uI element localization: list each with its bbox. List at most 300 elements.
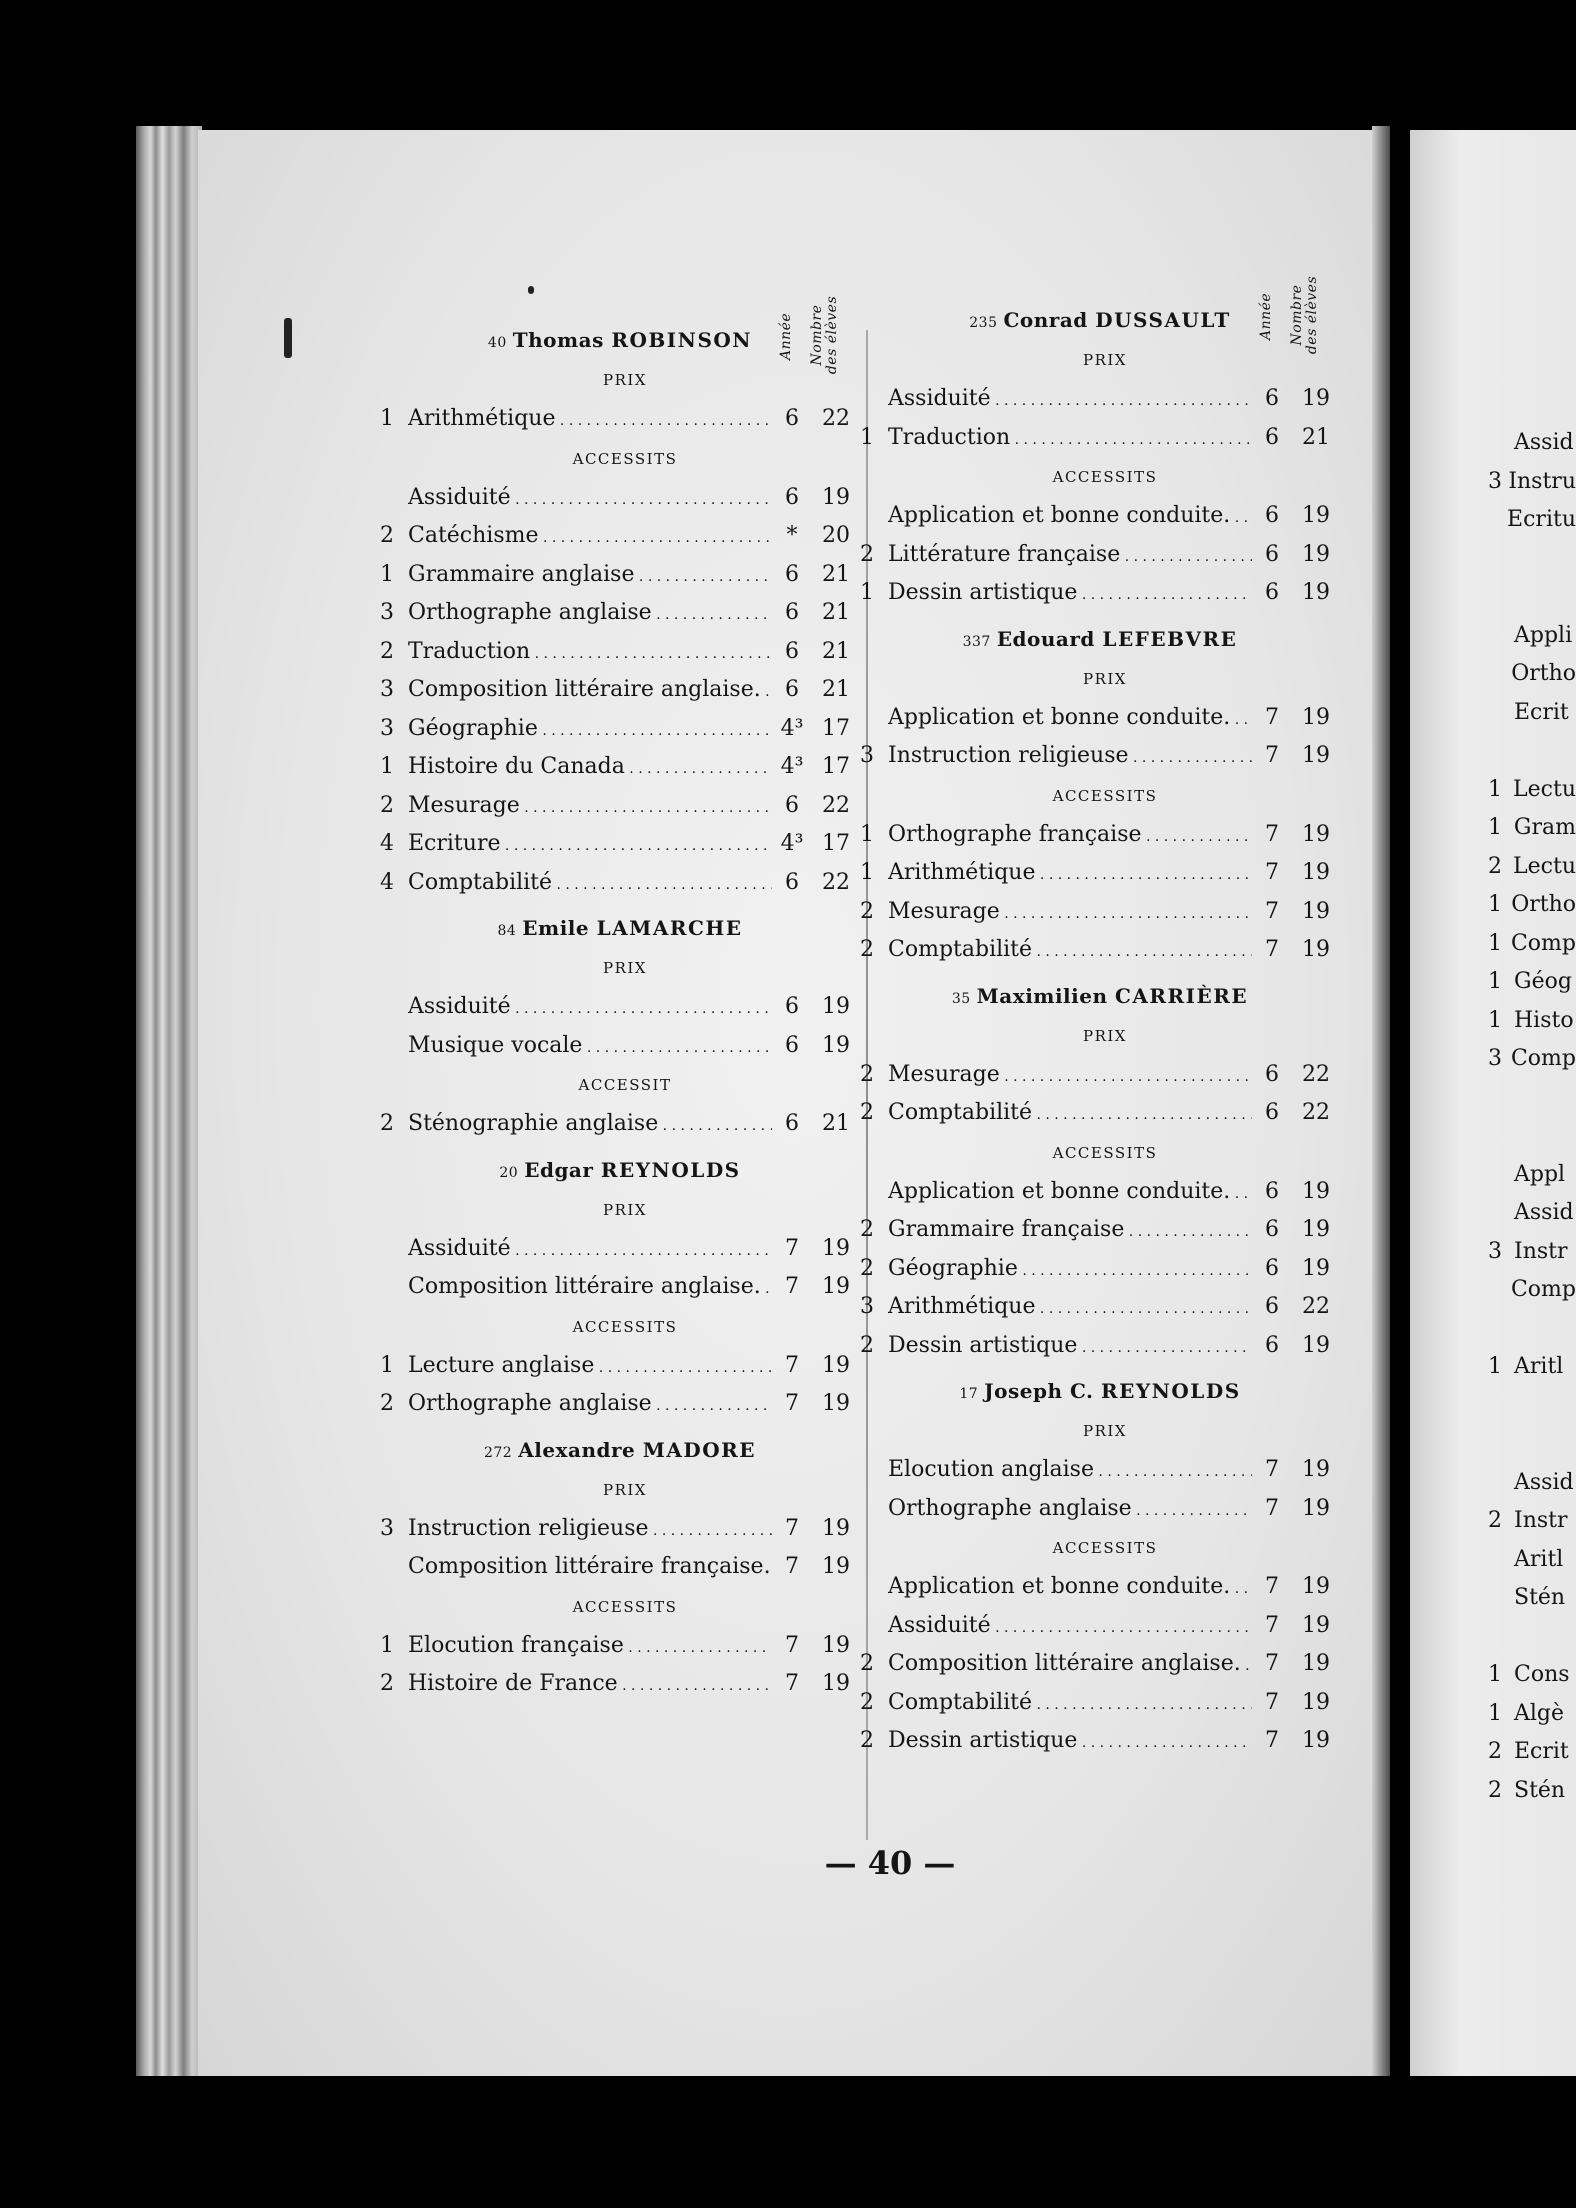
student-surname: DUSSAULT — [1095, 308, 1231, 332]
fragment-row — [1488, 578, 1576, 617]
award-count: 19 — [1302, 386, 1330, 411]
award-row — [860, 1645, 1340, 1684]
fragment-row — [1488, 1040, 1576, 1079]
award-year: 7 — [785, 1632, 799, 1658]
award-rank: 2 — [860, 1061, 874, 1087]
award-row — [380, 1627, 860, 1666]
award-count: 19 — [1302, 1728, 1330, 1753]
award-year: 6 — [785, 994, 799, 1019]
award-rank: 2 — [380, 523, 394, 548]
award-count: 19 — [822, 1274, 850, 1299]
student-number: 84 — [497, 923, 517, 939]
award-subject: Mesurage . . . — [888, 1056, 1252, 1097]
award-row — [860, 419, 1340, 458]
student-number: 337 — [962, 633, 991, 650]
award-row — [860, 536, 1340, 575]
award-row — [380, 1230, 860, 1269]
award-year: 7 — [1265, 821, 1279, 847]
award-subject: Musique vocale . . . — [408, 1027, 772, 1068]
fragment-row — [1488, 963, 1576, 1002]
fragment-row — [1488, 424, 1576, 463]
fragment-rank — [1488, 694, 1514, 733]
left-column — [380, 295, 860, 1710]
student-first-name: Conrad — [1003, 308, 1088, 332]
award-subject: Assiduité . . . — [888, 380, 1252, 421]
section-title: PRIX — [1083, 1026, 1127, 1045]
award-year: 6 — [1265, 1332, 1279, 1358]
award-count: 19 — [1302, 503, 1330, 528]
fragment-text: Ortho — [1511, 892, 1576, 917]
fragment-rank — [1488, 655, 1511, 694]
fragment-row — [1488, 771, 1576, 810]
spine-shadow — [1372, 126, 1390, 2076]
fragment-row — [1488, 694, 1576, 733]
student-surname: REYNOLDS — [1100, 1379, 1241, 1403]
fragment-rank — [1488, 1194, 1514, 1233]
student-surname: REYNOLDS — [600, 1157, 741, 1182]
student-name — [380, 1150, 860, 1190]
fragment-rank: 1 — [1488, 1700, 1502, 1726]
award-subject: Mesurage . . . — [888, 893, 1252, 934]
award-subject: Mesurage . . . — [408, 787, 772, 828]
fragment-row — [1488, 1695, 1576, 1734]
award-year: 4³ — [780, 715, 804, 741]
award-count: 22 — [822, 406, 850, 431]
award-count: 19 — [822, 1632, 850, 1658]
award-subject: Ecriture . . . — [408, 825, 772, 866]
award-row — [380, 400, 860, 439]
fragment-row — [1488, 1117, 1576, 1156]
fragment-rank — [1488, 1156, 1514, 1195]
award-rank: 3 — [380, 1515, 394, 1541]
award-row — [860, 1568, 1340, 1607]
fragment-row — [1488, 848, 1576, 887]
fragment-text: Aritl — [1514, 1354, 1564, 1379]
award-count: 19 — [1302, 821, 1330, 847]
fragment-text: Assid — [1514, 430, 1574, 455]
award-count: 22 — [822, 869, 850, 895]
fragment-rank: 1 — [1488, 1007, 1502, 1033]
fragment-rank — [1488, 578, 1514, 617]
award-subject: Arithmétique . . . — [888, 1288, 1252, 1329]
award-subject: Grammaire anglaise . . . — [408, 556, 772, 597]
next-page-fragments — [1488, 424, 1576, 1810]
award-subject: Instruction religieuse . . . — [888, 737, 1252, 778]
fragment-text: Stén — [1514, 1585, 1566, 1610]
award-year: 4³ — [780, 831, 804, 856]
award-count: 19 — [822, 1235, 850, 1261]
fragment-row — [1488, 1387, 1576, 1426]
award-count: 19 — [1302, 704, 1330, 730]
award-row — [380, 479, 860, 518]
award-year: 7 — [785, 1671, 799, 1696]
award-year: 6 — [1265, 1100, 1279, 1125]
fragment-row — [1488, 540, 1576, 579]
fragment-text: Aritl — [1514, 1546, 1564, 1572]
award-row — [380, 633, 860, 672]
award-year: 7 — [1265, 1457, 1279, 1482]
award-year: 6 — [785, 1032, 799, 1058]
award-count: 19 — [822, 1554, 850, 1579]
award-count: 19 — [1302, 1495, 1330, 1521]
award-year: 7 — [785, 1554, 799, 1579]
fragment-text: Lectu — [1513, 853, 1576, 879]
fragment-rank — [1488, 1387, 1514, 1426]
award-subject: Littérature française . . . — [888, 536, 1252, 577]
award-subject: Comptabilité . . . — [408, 864, 772, 905]
fragment-rank: 1 — [1488, 1354, 1502, 1379]
award-count: 21 — [822, 677, 850, 702]
fragment-text: Comp — [1510, 930, 1576, 956]
award-year: 7 — [1265, 937, 1279, 962]
fragment-rank — [1488, 1579, 1514, 1618]
award-rank: 3 — [380, 677, 394, 702]
award-year: 7 — [1265, 1612, 1279, 1638]
award-subject: Application et bonne conduite. . . . — [888, 497, 1252, 538]
award-year: 6 — [785, 561, 799, 587]
award-row — [860, 699, 1340, 738]
award-year: 6 — [785, 1111, 799, 1136]
award-rank: 2 — [380, 1391, 394, 1416]
fragment-text: Instr — [1514, 1238, 1568, 1264]
award-rank: 2 — [380, 1671, 394, 1696]
award-year: 7 — [785, 1235, 799, 1261]
fragment-row — [1488, 809, 1576, 848]
award-subject: Application et bonne conduite. . . . — [888, 1568, 1252, 1609]
student-entry — [380, 908, 860, 1150]
award-count: 22 — [1302, 1294, 1330, 1319]
fragment-text: Stén — [1514, 1777, 1566, 1803]
award-subject: Géographie . . . — [408, 710, 772, 751]
fragment-rank: 2 — [1488, 1739, 1502, 1764]
student-name — [860, 1371, 1340, 1411]
award-year: 6 — [785, 406, 799, 431]
award-count: 19 — [1302, 580, 1330, 605]
award-rank: 1 — [380, 406, 394, 431]
award-count: 17 — [822, 831, 850, 856]
award-year: 6 — [1265, 424, 1279, 450]
award-rank: 2 — [380, 638, 394, 664]
award-row — [860, 574, 1340, 613]
award-subject: Orthographe anglaise . . . — [408, 594, 772, 635]
award-count: 19 — [1302, 1574, 1330, 1599]
award-rank: 2 — [860, 1728, 874, 1753]
fragment-row — [1488, 732, 1576, 771]
fragment-text: Ortho — [1511, 661, 1576, 686]
award-count: 19 — [822, 994, 850, 1019]
award-row — [860, 737, 1340, 776]
section-title: ACCESSITS — [1052, 1143, 1158, 1162]
student-entry — [860, 619, 1340, 976]
award-subject: Composition littéraire française. . . . — [408, 1548, 772, 1589]
award-rank: 2 — [860, 541, 874, 567]
award-count: 22 — [822, 792, 850, 818]
fragment-text: Appl — [1514, 1161, 1566, 1187]
award-rank: 2 — [860, 1217, 874, 1242]
fragment-row — [1488, 617, 1576, 656]
section-title: ACCESSITS — [572, 449, 678, 468]
award-count: 19 — [822, 1515, 850, 1541]
student-entry — [380, 1430, 860, 1710]
award-year: 6 — [785, 600, 799, 625]
award-count: 19 — [822, 1391, 850, 1416]
award-year: 7 — [1265, 743, 1279, 768]
award-row — [860, 1211, 1340, 1250]
student-number: 235 — [969, 315, 998, 331]
award-count: 17 — [822, 754, 850, 779]
award-rank: 1 — [380, 1352, 394, 1378]
page-stack-edges — [136, 126, 202, 2076]
fragment-rank — [1488, 732, 1514, 771]
fragment-row — [1488, 1464, 1576, 1503]
award-subject: Orthographe française . . . — [888, 816, 1252, 857]
award-row — [380, 748, 860, 787]
fragment-rank: 1 — [1488, 815, 1502, 840]
fragment-rank — [1488, 617, 1514, 656]
fragment-row — [1488, 1156, 1576, 1195]
award-count: 22 — [1302, 1100, 1330, 1125]
award-year: 6 — [1265, 1255, 1279, 1281]
award-subject: Assiduité . . . — [408, 988, 772, 1029]
student-entry — [860, 275, 1340, 619]
award-count: 19 — [1302, 1217, 1330, 1242]
student-first-name: Joseph C. — [984, 1379, 1094, 1403]
award-subject: Orthographe anglaise . . . — [408, 1385, 772, 1426]
award-subject: Comptabilité . . . — [888, 1684, 1252, 1725]
award-year: 6 — [785, 484, 799, 510]
award-subject: Assiduité . . . — [888, 1607, 1252, 1648]
fragment-row — [1488, 1772, 1576, 1811]
award-subject: Assiduité . . . — [408, 1230, 772, 1271]
fragment-rank — [1488, 1079, 1514, 1118]
award-subject: Application et bonne conduite. . . . — [888, 1173, 1252, 1214]
award-count: 19 — [1302, 1651, 1330, 1676]
fragment-rank: 1 — [1488, 1662, 1502, 1687]
award-row — [380, 517, 860, 556]
student-name — [860, 275, 1340, 355]
fragment-rank — [1488, 1117, 1514, 1156]
fragment-row — [1488, 1002, 1576, 1041]
award-rank: 3 — [380, 600, 394, 625]
fragment-text: Histo — [1514, 1007, 1574, 1033]
award-subject: Composition littéraire anglaise. . . . — [888, 1645, 1252, 1686]
right-column — [860, 275, 1340, 1767]
award-year: 6 — [1265, 1061, 1279, 1087]
fragment-row — [1488, 1502, 1576, 1541]
award-count: 19 — [1302, 1612, 1330, 1638]
student-number: 272 — [483, 1444, 513, 1461]
award-subject: Dessin artistique . . . — [888, 1327, 1252, 1368]
student-name — [860, 976, 1340, 1016]
award-row — [860, 816, 1340, 855]
award-row — [860, 1451, 1340, 1490]
award-year: 4³ — [780, 754, 804, 779]
fragment-text: Algè — [1514, 1700, 1565, 1726]
fragment-row — [1488, 1579, 1576, 1618]
fragment-text: Lectu — [1513, 776, 1576, 802]
award-year: 6 — [1265, 1294, 1279, 1319]
award-subject: Grammaire française . . . — [888, 1211, 1252, 1252]
award-count: 19 — [1302, 1332, 1330, 1358]
award-row — [860, 1173, 1340, 1212]
award-count: 19 — [822, 1671, 850, 1696]
award-row — [380, 988, 860, 1027]
award-year: 7 — [785, 1352, 799, 1378]
fragment-text: Comp — [1510, 1046, 1576, 1071]
award-count: 19 — [1302, 1689, 1330, 1715]
ink-mark — [284, 318, 292, 358]
award-year: 7 — [1265, 860, 1279, 885]
fragment-rank: 2 — [1488, 1508, 1502, 1533]
award-year: 7 — [1265, 1689, 1279, 1715]
award-rank: 1 — [860, 821, 874, 847]
student-number: 40 — [487, 335, 507, 351]
award-year: 6 — [1265, 541, 1279, 567]
student-entry — [860, 1371, 1340, 1767]
award-rank: 1 — [380, 1632, 394, 1658]
fragment-rank: 1 — [1488, 930, 1502, 956]
fragment-row — [1488, 1618, 1576, 1657]
fragment-rank: 3 — [1488, 1238, 1502, 1264]
fragment-rank — [1488, 1464, 1514, 1503]
fragment-rank — [1488, 501, 1507, 540]
award-subject: Traduction . . . — [408, 633, 772, 674]
section-title: PRIX — [603, 371, 647, 389]
award-row — [860, 1607, 1340, 1646]
award-subject: Dessin artistique . . . — [888, 1722, 1252, 1763]
award-count: 19 — [1302, 1255, 1330, 1281]
award-subject: Elocution anglaise . . . — [888, 1451, 1252, 1492]
award-count: 19 — [1302, 743, 1330, 768]
fragment-text: Cons — [1514, 1662, 1570, 1687]
award-rank: 2 — [380, 792, 394, 818]
fragment-text: Assid — [1514, 1200, 1574, 1225]
award-row — [860, 1250, 1340, 1289]
award-rank: 4 — [380, 869, 394, 895]
award-row — [380, 1510, 860, 1549]
fragment-text: Gram — [1513, 815, 1576, 840]
award-subject: Composition littéraire anglaise. . . . — [408, 671, 772, 712]
fragment-text: Ecritu — [1507, 507, 1576, 532]
section-title: ACCESSITS — [572, 1317, 678, 1336]
award-year: 7 — [1265, 704, 1279, 730]
header-count: Nombre des élèves — [1289, 275, 1320, 355]
award-count: 22 — [1302, 1061, 1330, 1087]
award-row — [380, 864, 860, 903]
award-subject: Arithmétique . . . — [408, 400, 772, 441]
award-year: 7 — [1265, 1574, 1279, 1599]
column-headers — [1250, 274, 1340, 364]
award-rank: 3 — [380, 715, 394, 741]
award-rank: 1 — [860, 580, 874, 605]
student-name — [380, 908, 860, 948]
award-rank: 1 — [860, 860, 874, 885]
award-rank: 2 — [860, 898, 874, 924]
award-row — [860, 893, 1340, 932]
award-subject: Assiduité . . . — [408, 479, 772, 520]
award-year: 6 — [785, 677, 799, 702]
award-year: * — [786, 523, 798, 548]
award-count: 20 — [822, 523, 850, 548]
award-count: 19 — [1302, 541, 1330, 567]
award-count: 19 — [1302, 1178, 1330, 1204]
section-title: PRIX — [1083, 351, 1127, 369]
award-count: 19 — [822, 1032, 850, 1058]
student-first-name: Edgar — [524, 1157, 594, 1182]
fragment-row — [1488, 1233, 1576, 1272]
header-count: Nombre des élèves — [809, 295, 840, 375]
section-title: ACCESSITS — [572, 1597, 678, 1616]
award-count: 19 — [822, 1352, 850, 1378]
fragment-text: Comp — [1510, 1277, 1576, 1302]
fragment-rank — [1488, 1425, 1514, 1464]
student-first-name: Maximilien — [976, 983, 1108, 1008]
award-subject: Comptabilité . . . — [888, 931, 1252, 972]
award-count: 19 — [822, 484, 850, 510]
award-year: 7 — [785, 1274, 799, 1299]
award-year: 7 — [785, 1391, 799, 1416]
award-row — [380, 1347, 860, 1386]
award-rank: 4 — [380, 831, 394, 856]
award-row — [380, 671, 860, 710]
award-rank: 2 — [860, 937, 874, 962]
award-year: 7 — [1265, 1728, 1279, 1753]
award-year: 7 — [785, 1515, 799, 1541]
award-subject: Composition littéraire anglaise. . . . — [408, 1268, 772, 1309]
student-number: 20 — [499, 1164, 519, 1181]
fragment-row — [1488, 1348, 1576, 1387]
award-rank: 1 — [860, 424, 874, 450]
award-row — [380, 1027, 860, 1066]
section-title: ACCESSITS — [1052, 468, 1158, 486]
fragment-rank — [1488, 1541, 1514, 1580]
award-row — [380, 1665, 860, 1704]
award-count: 21 — [822, 638, 850, 664]
award-row — [380, 825, 860, 864]
award-count: 21 — [1302, 424, 1330, 450]
award-count: 19 — [1302, 937, 1330, 962]
fragment-rank — [1488, 1310, 1514, 1349]
header-year: Année — [778, 312, 794, 360]
award-rank: 3 — [860, 743, 874, 768]
student-entry — [860, 976, 1340, 1372]
award-rank: 2 — [860, 1255, 874, 1281]
section-title: PRIX — [1083, 669, 1127, 688]
award-subject: Arithmétique . . . — [888, 854, 1252, 895]
award-year: 6 — [1265, 580, 1279, 605]
section-title: PRIX — [603, 1480, 647, 1499]
award-count: 21 — [822, 1111, 850, 1136]
award-row — [380, 1105, 860, 1144]
fragment-row — [1488, 1541, 1576, 1580]
header-year: Année — [1258, 292, 1274, 340]
fragment-row — [1488, 1733, 1576, 1772]
section-title: PRIX — [1083, 1422, 1127, 1440]
fragment-row — [1488, 463, 1576, 502]
fragment-text: Assid — [1514, 1469, 1574, 1495]
fragment-row — [1488, 886, 1576, 925]
student-first-name: Thomas — [512, 328, 604, 352]
award-row — [860, 1094, 1340, 1133]
award-year: 6 — [1265, 503, 1279, 528]
award-row — [380, 594, 860, 633]
award-count: 19 — [1302, 1457, 1330, 1482]
award-year: 6 — [785, 869, 799, 895]
award-row — [860, 1722, 1340, 1761]
ink-dot — [528, 286, 534, 294]
award-count: 17 — [822, 715, 850, 741]
fragment-row — [1488, 925, 1576, 964]
